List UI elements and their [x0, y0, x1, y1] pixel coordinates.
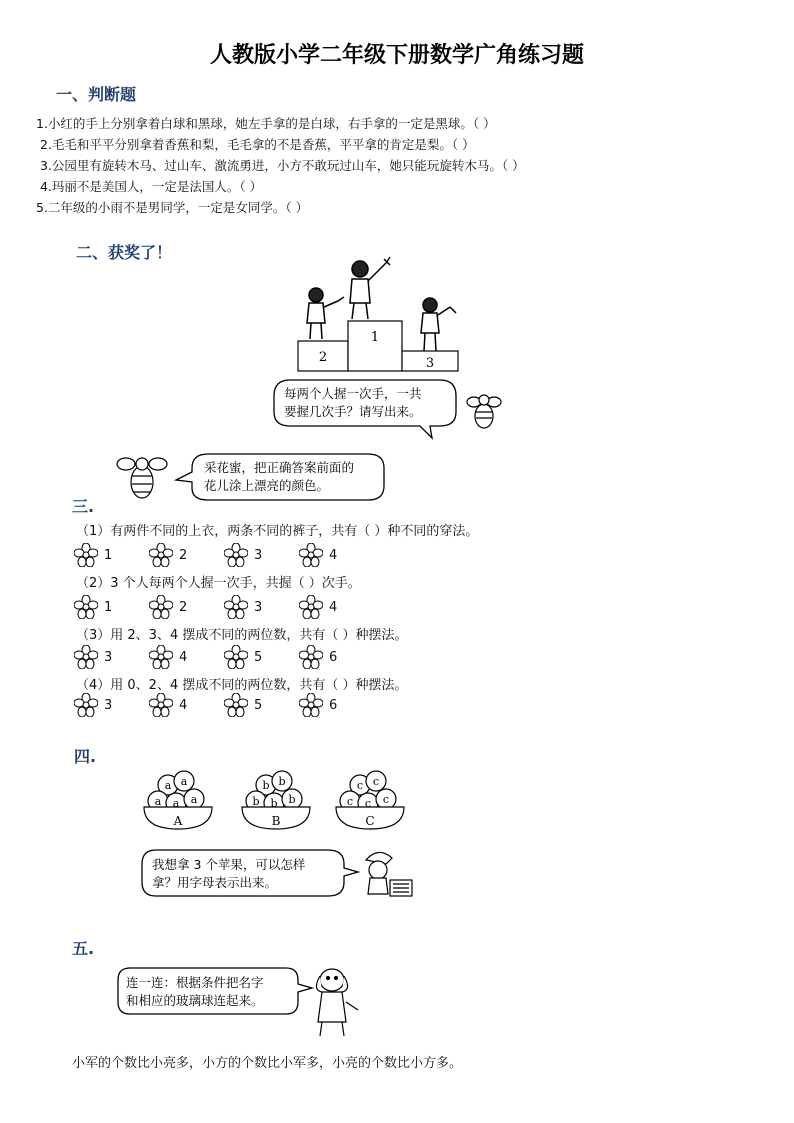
option-label: 3 [254, 599, 263, 615]
flower-icon [74, 595, 98, 619]
bowl-a-label: A [173, 814, 183, 828]
option-flower[interactable] [299, 645, 374, 669]
svg-text:b: b [262, 779, 270, 792]
bowl-a [144, 771, 212, 829]
flower-icon [299, 645, 323, 669]
svg-text:c: c [364, 797, 372, 810]
svg-text:b: b [270, 797, 278, 810]
bowl-c [336, 771, 404, 829]
podium-first-block [348, 321, 402, 371]
option-flower[interactable] [224, 595, 299, 619]
option-flower[interactable] [149, 645, 224, 669]
apple-bubble-line2: 拿？用字母表示出来。 [152, 875, 278, 890]
judge-item-1: 1.小红的手上分别拿着白球和黑球，她左手拿的是白球，右手拿的一定是黑球。（ ） [36, 116, 496, 131]
handshake-bubble-line2: 要握几次手？请写出来。 [284, 404, 422, 419]
bowl-b [242, 771, 310, 829]
judge-item-2: 2.毛毛和平平分别拿着香蕉和梨，毛毛拿的不是香蕉，平平拿的肯定是梨。（ ） [40, 137, 475, 152]
nectar-speech-bubble [112, 450, 392, 506]
question-2-text: （2）3 个人每两个人握一次手，共握（ ）次手。 [76, 576, 361, 591]
option-flower[interactable] [74, 543, 149, 567]
question-4-text: （4）用 0、2、4 摆成不同的两位数，共有（ ）种摆法。 [76, 678, 408, 693]
flower-icon [149, 645, 173, 669]
option-label: 4 [329, 599, 338, 615]
child-third-place [421, 298, 456, 351]
question-3-text: （3）用 2、3、4 摆成不同的两位数，共有（ ）种摆法。 [76, 628, 408, 643]
option-label: 3 [104, 697, 113, 713]
apple-speech-bubble [138, 846, 428, 904]
option-label: 6 [329, 649, 338, 665]
nectar-bubble-line1: 采花蜜，把正确答案前面的 [204, 460, 355, 475]
svg-text:b: b [278, 775, 286, 788]
option-flower[interactable] [149, 595, 224, 619]
section1-heading: 一、判断题 [56, 85, 137, 104]
flower-icon [299, 543, 323, 567]
option-label: 5 [254, 649, 263, 665]
flower-icon [74, 543, 98, 567]
flower-icon [224, 645, 248, 669]
apple-bubble-line1: 我想拿 3 个苹果，可以怎样 [152, 857, 306, 872]
cartoon-dog-icon [316, 969, 358, 1036]
svg-text:a: a [154, 795, 162, 808]
svg-text:a: a [180, 775, 188, 788]
handshake-bubble-line1: 每两个人握一次手，一共 [284, 386, 422, 401]
flower-icon [149, 595, 173, 619]
podium-label-second: 2 [318, 350, 328, 365]
option-label: 1 [104, 547, 113, 563]
svg-text:c: c [346, 795, 354, 808]
podium-label-first: 1 [370, 330, 380, 345]
flower-icon [74, 693, 98, 717]
option-label: 2 [179, 547, 188, 563]
podium-illustration [290, 255, 470, 375]
connect-bubble-line2: 和相应的玻璃球连起来。 [126, 993, 264, 1008]
option-label: 3 [254, 547, 263, 563]
section2-heading: 二、获奖了！ [76, 243, 173, 262]
flower-icon [299, 693, 323, 717]
option-label: 2 [179, 599, 188, 615]
option-flower[interactable] [224, 645, 299, 669]
option-flower[interactable] [74, 645, 149, 669]
podium-label-third: 3 [425, 356, 435, 371]
option-flower[interactable] [149, 543, 224, 567]
option-label: 4 [179, 649, 188, 665]
section3-heading: 三. [72, 497, 95, 516]
cartoon-smurf-icon [366, 852, 412, 896]
option-flower[interactable] [224, 543, 299, 567]
connect-condition-text: 小军的个数比小亮多，小方的个数比小军多，小亮的个数比小方多。 [72, 1056, 463, 1071]
judge-item-4: 4.玛丽不是美国人，一定是法国人。（ ） [40, 179, 263, 194]
flower-icon [299, 595, 323, 619]
child-second-place [307, 288, 344, 339]
option-label: 1 [104, 599, 113, 615]
option-label: 5 [254, 697, 263, 713]
flower-icon [224, 693, 248, 717]
svg-text:c: c [382, 793, 390, 806]
svg-text:b: b [252, 795, 260, 808]
judge-item-3: 3.公园里有旋转木马、过山车、激流勇进，小方不敢玩过山车，她只能玩旋转木马。（ ） [40, 158, 525, 173]
flower-icon [224, 595, 248, 619]
option-flower[interactable] [299, 693, 374, 717]
option-flower[interactable] [74, 595, 149, 619]
question-4-options [74, 693, 374, 717]
question-2-options [74, 595, 374, 619]
option-flower[interactable] [224, 693, 299, 717]
option-label: 6 [329, 697, 338, 713]
flower-icon [224, 543, 248, 567]
svg-text:a: a [172, 797, 180, 810]
flower-icon [149, 693, 173, 717]
option-label: 4 [179, 697, 188, 713]
nectar-bubble-line2: 花儿涂上漂亮的颜色。 [204, 478, 330, 493]
connect-speech-bubble [114, 962, 364, 1042]
bowl-c-label: C [365, 814, 375, 828]
flower-icon [149, 543, 173, 567]
bee-icon [117, 458, 167, 498]
option-flower[interactable] [149, 693, 224, 717]
flower-icon [74, 645, 98, 669]
bowl-b-label: B [271, 814, 281, 828]
connect-bubble-line1: 连一连：根据条件把名字 [126, 975, 264, 990]
svg-text:a: a [190, 793, 198, 806]
question-1-options [74, 543, 374, 567]
option-label: 3 [104, 649, 113, 665]
option-flower[interactable] [299, 543, 374, 567]
question-3-options [74, 645, 374, 669]
handshake-speech-bubble [270, 376, 506, 442]
bee-icon [467, 395, 501, 428]
option-flower[interactable] [299, 595, 374, 619]
svg-text:a: a [164, 779, 172, 792]
child-first-place [350, 257, 390, 319]
option-label: 4 [329, 547, 338, 563]
svg-text:c: c [356, 779, 364, 792]
apple-bowls-illustration [140, 765, 410, 835]
question-1-text: （1）有两件不同的上衣，两条不同的裤子，共有（ ）种不同的穿法。 [76, 524, 479, 539]
svg-text:c: c [372, 775, 380, 788]
section4-heading: 四. [74, 747, 97, 766]
option-flower[interactable] [74, 693, 149, 717]
judge-item-5: 5.二年级的小雨不是男同学，一定是女同学。（ ） [36, 200, 309, 215]
page-title: 人教版小学二年级下册数学广角练习题 [209, 43, 584, 68]
svg-text:b: b [288, 793, 296, 806]
section5-heading: 五. [72, 939, 95, 958]
